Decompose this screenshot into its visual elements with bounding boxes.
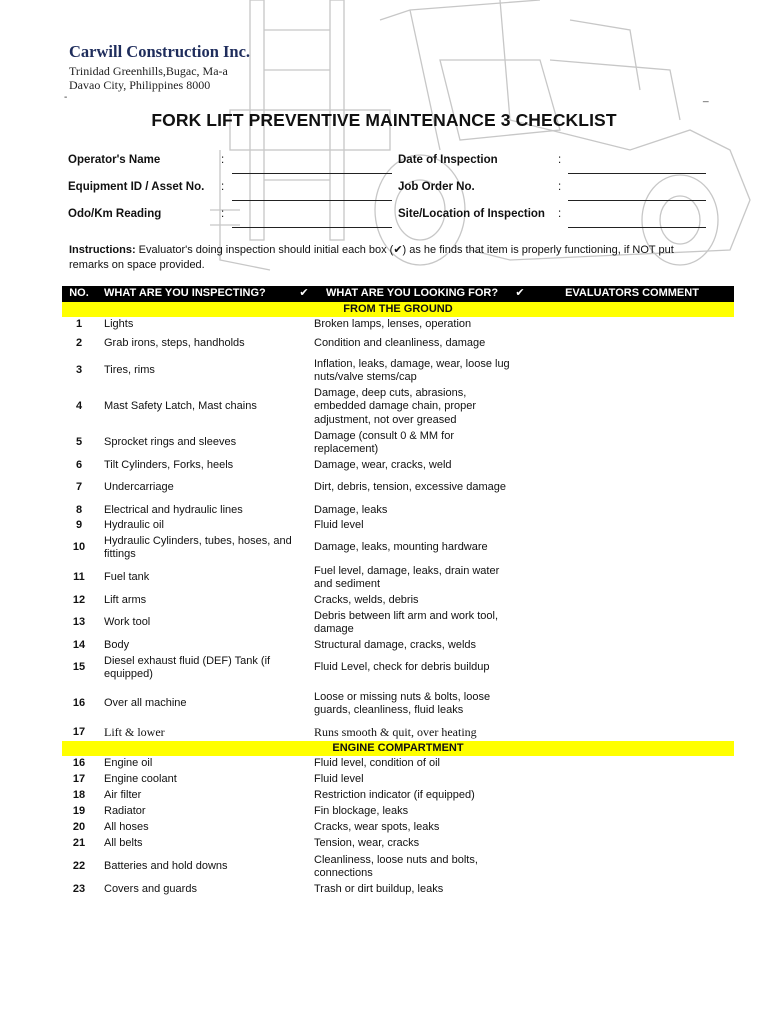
looking-for: Damage, wear, cracks, weld <box>314 458 452 471</box>
table-row <box>62 608 734 638</box>
row-number: 20 <box>72 821 86 834</box>
row-number: 22 <box>72 860 86 873</box>
inspection-item: All hoses <box>104 821 149 834</box>
table-row <box>62 518 734 533</box>
table-row <box>62 725 734 741</box>
inspection-item: Lift & lower <box>104 725 165 740</box>
job-order-label: Job Order No. <box>398 181 475 193</box>
site-location-field[interactable] <box>568 227 706 228</box>
table-row <box>62 638 734 653</box>
check-box-2[interactable] <box>510 356 530 386</box>
check-box-2[interactable] <box>510 473 530 503</box>
check-box-1[interactable] <box>294 756 314 772</box>
check-box-1[interactable] <box>294 852 314 882</box>
evaluator-comment-cell[interactable] <box>530 788 734 804</box>
header-dash-right: _ <box>703 92 709 103</box>
evaluator-comment-cell[interactable] <box>530 533 734 563</box>
looking-for: Condition and cleanliness, damage <box>314 337 486 350</box>
header-check-1: ✔ <box>294 286 314 302</box>
inspection-item: Grab irons, steps, handholds <box>104 337 245 350</box>
row-number: 2 <box>75 337 83 350</box>
date-of-inspection-label: Date of Inspection <box>398 154 498 166</box>
section-title: ENGINE COMPARTMENT <box>62 741 734 756</box>
inspection-item: Electrical and hydraulic lines <box>104 503 243 516</box>
check-box-2[interactable] <box>510 428 530 458</box>
evaluator-comment-cell[interactable] <box>530 882 734 898</box>
check-box-1[interactable] <box>294 428 314 458</box>
evaluator-comment-cell[interactable] <box>530 317 734 332</box>
evaluator-comment-cell[interactable] <box>530 653 734 683</box>
inspection-item: Covers and guards <box>104 883 197 896</box>
looking-for: Fluid Level, check for debris buildup <box>314 661 490 674</box>
evaluator-comment-cell[interactable] <box>530 593 734 608</box>
check-box-2[interactable] <box>510 804 530 820</box>
looking-for: Tension, wear, cracks <box>314 837 420 850</box>
row-number: 3 <box>75 364 83 377</box>
table-row <box>62 804 734 820</box>
evaluator-comment-cell[interactable] <box>530 356 734 386</box>
table-row <box>62 386 734 428</box>
inspection-item: Air filter <box>104 789 142 802</box>
check-box-2[interactable] <box>510 756 530 772</box>
table-row <box>62 317 734 332</box>
row-number: 21 <box>72 837 86 850</box>
inspection-item: Hydraulic oil <box>104 518 164 531</box>
evaluator-comment-cell[interactable] <box>530 428 734 458</box>
check-box-2[interactable] <box>510 593 530 608</box>
evaluator-comment-cell[interactable] <box>530 332 734 356</box>
row-number: 23 <box>72 883 86 896</box>
evaluator-comment-cell[interactable] <box>530 836 734 852</box>
check-box-1[interactable] <box>294 882 314 898</box>
evaluator-comment-cell[interactable] <box>530 725 734 741</box>
check-box-2[interactable] <box>510 772 530 788</box>
job-order-field[interactable] <box>568 200 706 201</box>
inspection-item: All belts <box>104 837 143 850</box>
looking-for: Damage, leaks, mounting hardware <box>314 541 488 554</box>
colon: : <box>221 181 225 193</box>
check-box-1[interactable] <box>294 725 314 741</box>
header-check-2: ✔ <box>510 286 530 302</box>
inspection-item: Mast Safety Latch, Mast chains <box>104 400 257 413</box>
row-number: 17 <box>72 726 86 739</box>
operator-name-label: Operator's Name <box>68 154 161 166</box>
inspection-item: Radiator <box>104 805 146 818</box>
document-title: FORK LIFT PREVENTIVE MAINTENANCE 3 CHECKLIST <box>151 110 617 130</box>
looking-for: Damage, deep cuts, abrasions, embedded damage chain, proper adjustment, not over greased <box>314 386 477 426</box>
check-box-1[interactable] <box>294 653 314 683</box>
table-row <box>62 788 734 804</box>
inspection-item: Tires, rims <box>104 364 155 377</box>
row-number: 8 <box>75 503 83 516</box>
row-number: 11 <box>73 571 85 584</box>
table-row <box>62 332 734 356</box>
check-box-1[interactable] <box>294 772 314 788</box>
looking-for: Debris between lift arm and work tool, damage <box>314 609 499 635</box>
check-box-2[interactable] <box>510 788 530 804</box>
check-box-1[interactable] <box>294 638 314 653</box>
check-box-2[interactable] <box>510 653 530 683</box>
check-box-2[interactable] <box>510 820 530 836</box>
inspection-item: Engine coolant <box>104 773 177 786</box>
looking-for: Broken lamps, lenses, operation <box>314 317 472 330</box>
check-box-2[interactable] <box>510 882 530 898</box>
evaluator-comment-cell[interactable] <box>530 458 734 473</box>
evaluator-comment-cell[interactable] <box>530 473 734 503</box>
evaluator-comment-cell[interactable] <box>530 386 734 428</box>
equipment-id-field[interactable] <box>232 200 392 201</box>
looking-for: Damage, leaks <box>314 503 388 516</box>
section-header-row <box>62 741 734 756</box>
check-box-1[interactable] <box>294 804 314 820</box>
looking-for: Fuel level, damage, leaks, drain water and sediment <box>314 564 500 590</box>
table-row <box>62 503 734 518</box>
inspection-item: Over all machine <box>104 697 187 710</box>
looking-for: Cracks, welds, debris <box>314 593 419 606</box>
check-box-2[interactable] <box>510 518 530 533</box>
looking-for: Cracks, wear spots, leaks <box>314 821 440 834</box>
date-of-inspection-field[interactable] <box>568 173 706 174</box>
evaluator-comment-cell[interactable] <box>530 683 734 725</box>
inspection-item: Work tool <box>104 616 151 629</box>
checklist-table <box>62 286 734 898</box>
evaluator-comment-cell[interactable] <box>530 772 734 788</box>
check-box-2[interactable] <box>510 852 530 882</box>
section-title: FROM THE GROUND <box>62 302 734 317</box>
table-header-row <box>62 286 734 302</box>
inspection-item: Tilt Cylinders, Forks, heels <box>104 458 234 471</box>
evaluator-comment-cell[interactable] <box>530 563 734 593</box>
colon: : <box>221 208 225 220</box>
looking-for: Fluid level <box>314 773 364 786</box>
inspection-item: Diesel exhaust fluid (DEF) Tank (if equipped) <box>104 654 271 680</box>
odo-reading-label: Odo/Km Reading <box>68 208 162 220</box>
evaluator-comment-cell[interactable] <box>530 608 734 638</box>
section-header-row <box>62 302 734 317</box>
looking-for: Cleanliness, loose nuts and bolts, connections <box>314 853 478 879</box>
instructions-text: Evaluator's doing inspection should initial each box (✔) as he finds that item is properly functioning, if NOT put remarks on space provided. <box>69 244 674 271</box>
operator-name-field[interactable] <box>232 173 392 174</box>
row-number: 15 <box>72 661 86 674</box>
row-number: 14 <box>72 638 86 651</box>
row-number: 4 <box>75 400 83 413</box>
header-no: NO. <box>62 286 96 302</box>
row-number: 19 <box>72 805 86 818</box>
row-number: 7 <box>75 481 83 494</box>
row-number: 13 <box>72 616 86 629</box>
instructions-label: Instructions: <box>69 244 136 256</box>
looking-for: Fin blockage, leaks <box>314 805 409 818</box>
check-box-1[interactable] <box>294 683 314 725</box>
header-comment: EVALUATORS COMMENT <box>530 286 734 302</box>
check-box-1[interactable] <box>294 458 314 473</box>
table-row <box>62 533 734 563</box>
check-box-1[interactable] <box>294 788 314 804</box>
check-box-2[interactable] <box>510 458 530 473</box>
company-name: Carwill Construction Inc. <box>69 42 251 61</box>
looking-for: Structural damage, cracks, welds <box>314 638 477 651</box>
inspection-item: Body <box>104 638 130 651</box>
check-box-2[interactable] <box>510 683 530 725</box>
looking-for: Loose or missing nuts & bolts, loose guards, cleanliness, fluid leaks <box>314 690 491 716</box>
row-number: 16 <box>72 757 86 770</box>
header-inspecting: WHAT ARE YOU INSPECTING? <box>96 286 294 302</box>
evaluator-comment-cell[interactable] <box>530 852 734 882</box>
table-row <box>62 820 734 836</box>
odo-reading-field[interactable] <box>232 227 392 228</box>
check-box-1[interactable] <box>294 332 314 356</box>
check-box-2[interactable] <box>510 563 530 593</box>
colon: : <box>221 154 225 166</box>
colon: : <box>558 208 562 220</box>
check-box-1[interactable] <box>294 820 314 836</box>
check-box-2[interactable] <box>510 608 530 638</box>
check-box-1[interactable] <box>294 608 314 638</box>
check-box-2[interactable] <box>510 332 530 356</box>
check-box-2[interactable] <box>510 533 530 563</box>
table-row <box>62 653 734 683</box>
looking-for: Trash or dirt buildup, leaks <box>314 883 444 896</box>
check-box-2[interactable] <box>510 725 530 741</box>
check-box-2[interactable] <box>510 317 530 332</box>
row-number: 12 <box>72 593 86 606</box>
site-location-label: Site/Location of Inspection <box>398 208 545 220</box>
looking-for: Inflation, leaks, damage, wear, loose lug nuts/valve stems/cap <box>314 357 510 383</box>
inspection-item: Fuel tank <box>104 571 150 584</box>
check-box-1[interactable] <box>294 836 314 852</box>
inspection-item: Hydraulic Cylinders, tubes, hoses, and fittings <box>104 534 292 560</box>
row-number: 1 <box>75 317 83 330</box>
header-looking: WHAT ARE YOU LOOKING FOR? <box>314 286 510 302</box>
row-number: 9 <box>75 518 83 531</box>
row-number: 17 <box>72 773 86 786</box>
table-row <box>62 473 734 503</box>
check-box-1[interactable] <box>294 317 314 332</box>
address-line-2: Davao City, Philippines 8000 <box>69 78 211 92</box>
looking-for: Dirt, debris, tension, excessive damage <box>314 481 506 494</box>
inspection-item: Lights <box>104 317 134 330</box>
row-number: 10 <box>72 541 86 554</box>
header-dash-left: - <box>64 92 68 103</box>
table-row <box>62 852 734 882</box>
looking-for: Damage (consult 0 & MM for replacement) <box>314 429 454 455</box>
evaluator-comment-cell[interactable] <box>530 756 734 772</box>
looking-for: Fluid level <box>314 518 364 531</box>
table-row <box>62 563 734 593</box>
check-box-1[interactable] <box>294 386 314 428</box>
table-row <box>62 593 734 608</box>
table-row <box>62 756 734 772</box>
check-box-1[interactable] <box>294 563 314 593</box>
table-row <box>62 428 734 458</box>
table-row <box>62 836 734 852</box>
evaluator-comment-cell[interactable] <box>530 804 734 820</box>
row-number: 6 <box>75 458 83 471</box>
table-row <box>62 458 734 473</box>
check-box-1[interactable] <box>294 473 314 503</box>
evaluator-comment-cell[interactable] <box>530 503 734 518</box>
equipment-id-label: Equipment ID / Asset No. <box>68 181 205 193</box>
row-number: 16 <box>72 697 86 710</box>
row-number: 5 <box>75 436 83 449</box>
inspection-item: Engine oil <box>104 757 153 770</box>
row-number: 18 <box>72 789 86 802</box>
evaluator-comment-cell[interactable] <box>530 638 734 653</box>
table-row <box>62 772 734 788</box>
check-box-2[interactable] <box>510 836 530 852</box>
instructions <box>69 243 709 273</box>
check-box-1[interactable] <box>294 356 314 386</box>
address-line-1: Trinidad Greenhills,Bugac, Ma-a <box>69 64 228 78</box>
inspection-item: Batteries and hold downs <box>104 860 228 873</box>
evaluator-comment-cell[interactable] <box>530 820 734 836</box>
colon: : <box>558 181 562 193</box>
looking-for: Runs smooth & quit, over heating <box>314 725 477 740</box>
table-row <box>62 683 734 725</box>
inspection-item: Sprocket rings and sleeves <box>104 436 237 449</box>
table-row <box>62 356 734 386</box>
check-box-1[interactable] <box>294 533 314 563</box>
check-box-2[interactable] <box>510 503 530 518</box>
looking-for: Fluid level, condition of oil <box>314 757 440 770</box>
inspection-item: Lift arms <box>104 593 147 606</box>
table-row <box>62 882 734 898</box>
check-box-2[interactable] <box>510 386 530 428</box>
check-box-1[interactable] <box>294 503 314 518</box>
check-box-1[interactable] <box>294 593 314 608</box>
check-box-2[interactable] <box>510 638 530 653</box>
colon: : <box>558 154 562 166</box>
inspection-item: Undercarriage <box>104 481 174 494</box>
evaluator-comment-cell[interactable] <box>530 518 734 533</box>
looking-for: Restriction indicator (if equipped) <box>314 789 475 802</box>
check-box-1[interactable] <box>294 518 314 533</box>
